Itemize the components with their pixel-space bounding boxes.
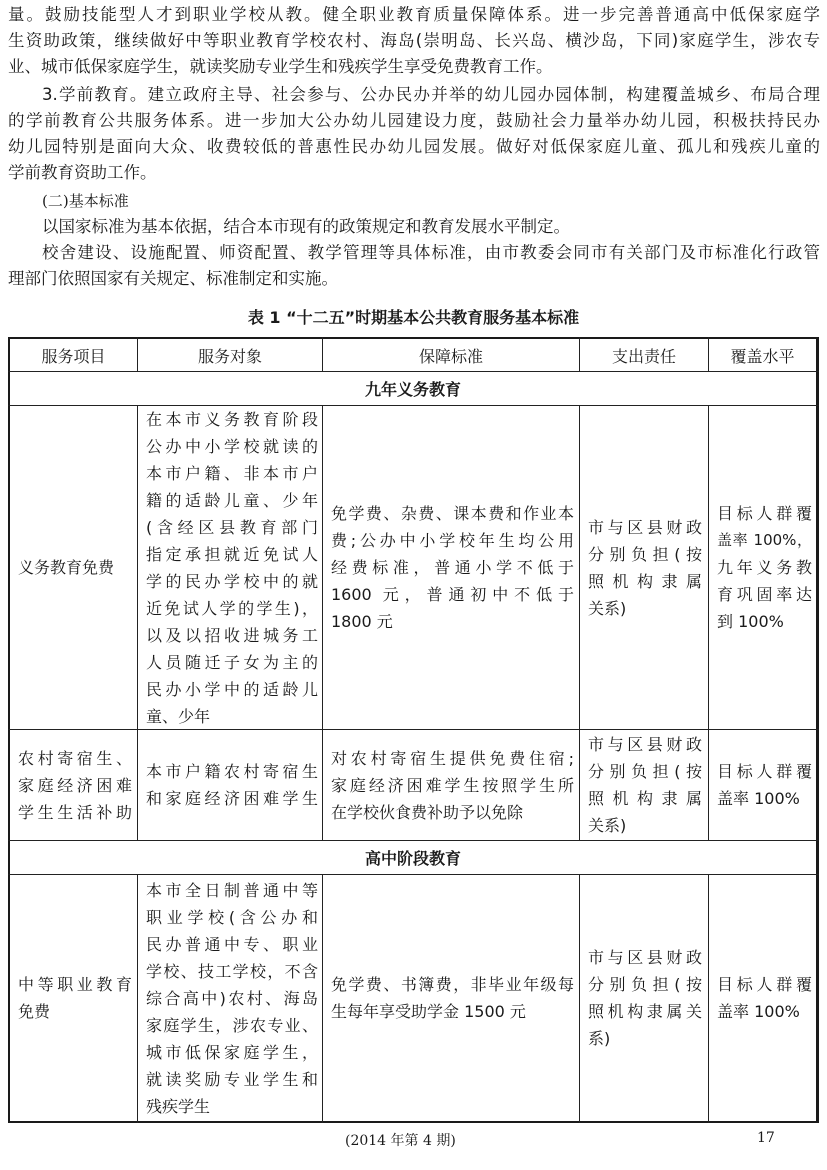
cell-line: 免费 [18, 1002, 51, 1021]
cell-line: 对农村寄宿生提供免费住宿; [331, 748, 574, 768]
cell-standard [331, 730, 574, 840]
cell-line: 在本市义务教育阶段 [146, 409, 318, 429]
cell-line: 人员随迁子女为主的 [146, 652, 318, 672]
text-line: 业、城市低保家庭学生，就读奖励专业学生和残疾学生享受免费教育工作。 [8, 57, 553, 76]
table-border [816, 337, 819, 1123]
cell-line: 市与区县财政 [588, 948, 702, 967]
table-caption: 表 1 “十二五”时期基本公共教育服务基本标准 [247, 308, 580, 327]
cell-target [146, 730, 318, 840]
cell-line: 目标人群覆 [717, 975, 812, 994]
cell-line: 本市全日制普通中等 [146, 880, 318, 900]
cell-line: 残疾学生 [146, 1096, 211, 1116]
col-divider [137, 405, 138, 840]
header-label: 保障标准 [418, 346, 483, 366]
text-line: 的学前教育公共服务体系。进一步加大公办幼儿园建设力度，鼓励社会力量举办幼儿园，积极扶持民办 [8, 111, 820, 130]
cell-line: 本市户籍、非本市户 [146, 463, 318, 483]
cell-responsibility [588, 875, 702, 1121]
paragraph-basis: 以国家标准为基本依据，结合本市现有的政策规定和教育发展水平制定。 [42, 217, 570, 236]
cell-responsibility [588, 730, 702, 840]
cell-line: 和家庭经济困难学生 [146, 789, 318, 808]
cell-line: 学的民办学校中的就 [146, 571, 318, 591]
cell-line: 分别负担(按 [588, 762, 702, 781]
cell-line: 家庭学生，涉农专业、 [146, 1015, 318, 1035]
cell-line: 在学校伙食费补助予以免除 [331, 802, 524, 822]
cell-line: 盖率 100% [717, 1002, 800, 1021]
header-label: 支出责任 [611, 346, 676, 366]
cell-line: 就读奖励专业学生和 [146, 1069, 318, 1089]
cell-line: 指定承担就近免试人 [146, 544, 318, 564]
cell-line: 生每年享受助学金 1500 元 [331, 1002, 526, 1021]
cell-line: 家庭经济困难 [18, 775, 132, 795]
cell-line: 公办中小学校就读的 [146, 436, 318, 456]
cell-line: 综合高中)农村、海岛 [146, 988, 318, 1008]
cell-target [146, 406, 318, 729]
cell-line: 照机构隶属 [588, 789, 702, 808]
cell-line: 九年义务教 [717, 558, 812, 577]
cell-line: 目标人群覆 [717, 762, 812, 781]
section-title: 九年义务教育 [364, 380, 461, 399]
text-line: 生资助政策，继续做好中等职业教育学校农村、海岛(崇明岛、长兴岛、横沙岛，下同)家庭学生，涉农专 [8, 31, 820, 50]
cell-line: 到 100% [717, 612, 784, 631]
cell-line: 市与区县财政 [588, 517, 702, 537]
col-divider [708, 405, 709, 840]
cell-line: 照机构隶属关 [588, 1002, 702, 1021]
cell-line: 学校、技工学校，不含 [146, 961, 318, 981]
cell-line: 近免试人学的学生)， [146, 598, 318, 618]
cell-line: 城市低保家庭学生， [146, 1042, 318, 1062]
cell-line: 中等职业教育 [18, 975, 132, 994]
table-border [8, 337, 10, 1123]
cell-line: 分别负担(按 [588, 544, 702, 564]
col-divider [579, 874, 580, 1123]
cell-line: 免学费、杂费、课本费和作业本 [331, 504, 574, 523]
cell-line: 职业学校(含公办和 [146, 907, 318, 927]
header-service-item [10, 339, 137, 371]
cell-line: 童、少年 [146, 706, 211, 726]
cell-line: 经费标准，普通小学不低于 [331, 558, 574, 577]
text-line: 3.学前教育。建立政府主导、社会参与、公办民办并举的幼儿园办园体制，构建覆盖城乡、布局合理 [42, 85, 820, 104]
cell-coverage [717, 875, 812, 1121]
text-line: 幼儿园特别是面向大众、收费较低的普惠性民办幼儿园发展。做好对低保家庭儿童、孤儿和残疾儿童的 [8, 137, 820, 156]
cell-line: 关系) [588, 816, 627, 835]
cell-line: 民办普通中专、职业 [146, 934, 318, 954]
cell-line: 系) [588, 1029, 611, 1048]
cell-line: 免学费、书簿费，非毕业年级每 [331, 975, 574, 994]
cell-line: 以及以招收进城务工 [146, 625, 318, 645]
header-responsibility [580, 339, 708, 371]
cell-line: (含经区县教育部门 [146, 517, 318, 537]
standards-table [8, 337, 819, 1123]
section-row-high-school [10, 841, 816, 874]
cell-target [146, 875, 318, 1121]
header-label: 服务项目 [41, 346, 106, 366]
col-divider [708, 874, 709, 1123]
col-divider [322, 405, 323, 840]
cell-line: 育巩固率达 [717, 585, 812, 604]
cell-line: 籍的适龄儿童、少年 [146, 490, 318, 510]
text-line: 学前教育资助工作。 [8, 163, 157, 182]
header-coverage [709, 339, 816, 371]
cell-line: 盖率 100% [717, 789, 800, 808]
cell-standard [331, 875, 574, 1121]
cell-line: 家庭经济困难学生按照学生所 [331, 775, 574, 795]
page-number: 17 [757, 1130, 775, 1146]
section-row-compulsory [10, 372, 816, 405]
cell-line: 盖率 100%， [717, 531, 812, 549]
cell-coverage [717, 730, 812, 840]
col-divider [137, 874, 138, 1123]
issue-label: (2014 年第 4 期) [345, 1133, 456, 1149]
cell-item [18, 875, 132, 1121]
section-heading: (二)基本标准 [42, 192, 129, 210]
text-line: 量。鼓励技能型人才到职业学校从教。健全职业教育质量保障体系。进一步完善普通高中低保家庭学 [8, 5, 820, 24]
cell-line: 义务教育免费 [18, 558, 115, 577]
header-label: 覆盖水平 [730, 346, 795, 366]
cell-responsibility [588, 406, 702, 729]
cell-line: 本市户籍农村寄宿生 [146, 762, 318, 781]
text-line: 校舍建设、设施配置、师资配置、教学管理等具体标准，由市教委会同市有关部门及市标准化行政管 [42, 243, 820, 262]
section-title: 高中阶段教育 [364, 849, 461, 868]
header-standard [323, 339, 579, 371]
cell-item [18, 730, 132, 840]
cell-item [18, 406, 132, 729]
cell-line: 1600 元，普通初中不低于 [331, 585, 574, 604]
header-service-target [138, 339, 322, 371]
cell-line: 民办小学中的适龄儿 [146, 679, 318, 699]
cell-line: 市与区县财政 [588, 735, 702, 754]
cell-line: 农村寄宿生、 [18, 748, 132, 768]
cell-line: 照机构隶属 [588, 571, 702, 591]
cell-line: 费;公办中小学校年生均公用 [331, 531, 574, 550]
cell-line: 分别负担(按 [588, 975, 702, 994]
cell-standard [331, 406, 574, 729]
table-border [8, 1121, 819, 1123]
cell-line: 目标人群覆 [717, 504, 812, 523]
header-label: 服务对象 [197, 346, 262, 366]
col-divider [322, 874, 323, 1123]
cell-coverage [717, 406, 812, 729]
cell-line: 1800 元 [331, 612, 393, 631]
col-divider [579, 405, 580, 840]
text-line: 理部门依照国家有关规定、标准制定和实施。 [8, 269, 338, 288]
cell-line: 学生生活补助 [18, 802, 132, 822]
cell-line: 关系) [588, 598, 627, 618]
